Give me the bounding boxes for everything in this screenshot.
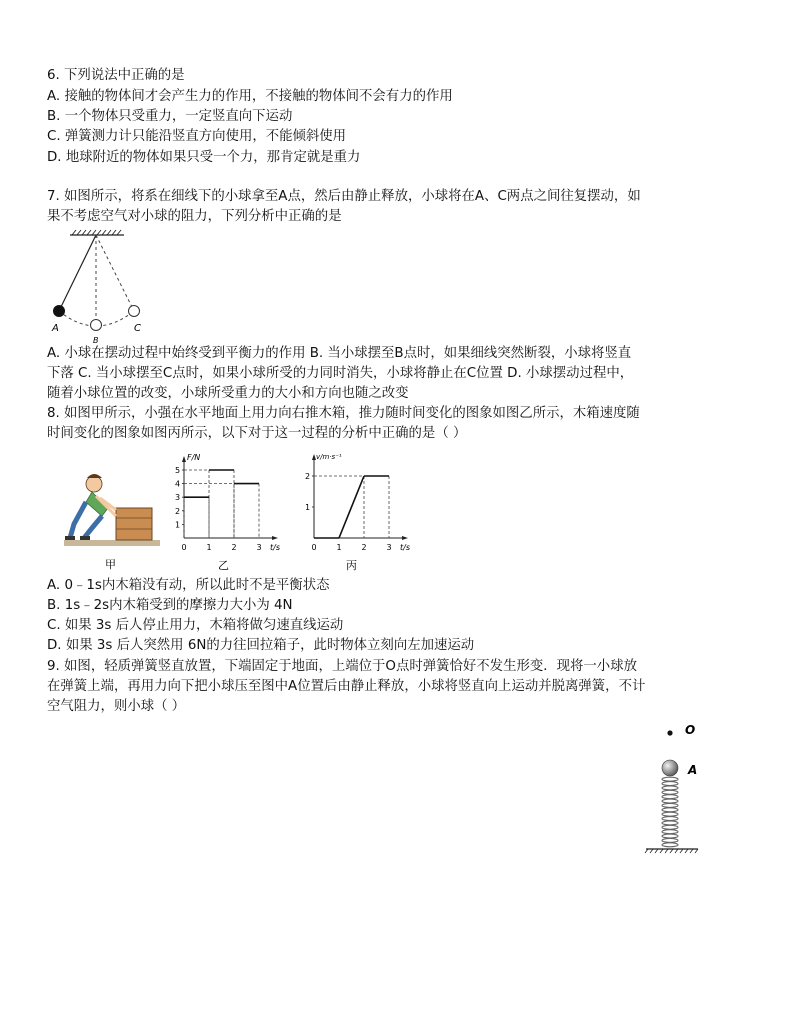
spring-coil bbox=[662, 812, 678, 816]
q7-options-line-1: A. 小球在摆动过程中始终受到平衡力的作用 B. 当小球摆至B点时，如果细线突然断裂，小球将竖直 bbox=[47, 346, 632, 361]
y-tick-label: 5 bbox=[175, 466, 181, 475]
spring-coil bbox=[662, 795, 678, 799]
x-tick-label: 3 bbox=[386, 543, 392, 552]
q7-options-line-2: 下落 C. 当小球摆至C点时，如果小球所受的力同时消失，小球将静止在C位置 D. 小球摆动过程中， bbox=[47, 366, 634, 381]
spring-coil bbox=[662, 786, 678, 790]
y-tick-label: 2 bbox=[175, 506, 181, 516]
y-tick-label: 3 bbox=[175, 493, 181, 503]
spring-coil bbox=[662, 808, 678, 812]
spring-coil bbox=[662, 830, 678, 834]
label-o: O bbox=[685, 723, 696, 737]
x-tick-label: 0 bbox=[181, 543, 187, 552]
q8-option-d: D. 如果 3s 后人突然用 6N的力往回拉箱子，此时物体立刻向左加速运动 bbox=[47, 638, 475, 653]
label-a: A bbox=[688, 763, 698, 777]
spring-coil bbox=[662, 790, 678, 794]
y-axis-label: F/N bbox=[187, 453, 201, 462]
spring-coil bbox=[662, 821, 678, 825]
pendulum-figure bbox=[44, 229, 164, 347]
y-tick-label: 1 bbox=[305, 503, 311, 512]
q8-option-a: A. 0﹣1s内木箱没有动，所以此时不是平衡状态 bbox=[47, 578, 330, 593]
label-a: A bbox=[52, 323, 59, 334]
label-c: C bbox=[134, 323, 141, 334]
ball-c bbox=[129, 306, 140, 317]
spring-coil bbox=[662, 825, 678, 829]
point-o bbox=[667, 730, 672, 735]
series-segment bbox=[339, 476, 364, 538]
spring-coil bbox=[662, 838, 678, 842]
q9-stem-line-1: 9. 如图，轻质弹簧竖直放置，下端固定于地面，上端位于O点时弹簧恰好不发生形变．现将一小球放 bbox=[47, 659, 637, 674]
velocity-time-graph bbox=[296, 448, 416, 574]
ball bbox=[662, 760, 678, 776]
q6-option-d: D. 地球附近的物体如果只受一个力，那肯定就是重力 bbox=[47, 150, 361, 165]
x-axis-label: t/s bbox=[270, 543, 280, 552]
wooden-box bbox=[116, 508, 152, 540]
spring-coil bbox=[662, 799, 678, 803]
q8-stem-line-1: 8. 如图甲所示，小强在水平地面上用力向右推木箱，推力随时间变化的图象如图乙所示，木箱速度随 bbox=[47, 406, 640, 421]
q6-option-b: B. 一个物体只受重力，一定竖直向下运动 bbox=[47, 109, 293, 124]
q9-stem-line-3: 空气阻力，则小球（ ） bbox=[47, 699, 186, 714]
x-tick-label: 3 bbox=[256, 543, 262, 552]
q8-stem-line-2: 时间变化的图象如图丙所示，以下对于这一过程的分析中正确的是（ ） bbox=[47, 426, 467, 441]
q7-options-line-3: 随着小球位置的改变，小球所受重力的大小和方向也随之改变 bbox=[47, 386, 409, 401]
spring-coil bbox=[662, 777, 678, 781]
y-tick-label: 2 bbox=[305, 472, 311, 481]
fig-label-bing: 丙 bbox=[346, 559, 357, 572]
q6-option-a: A. 接触的物体间才会产生力的作用，不接触的物体间不会有力的作用 bbox=[47, 89, 453, 104]
x-tick-label: 2 bbox=[231, 543, 237, 552]
label-b: B bbox=[93, 336, 99, 345]
x-tick-label: 1 bbox=[336, 543, 342, 552]
spring-coil bbox=[662, 817, 678, 821]
spring-coil bbox=[662, 803, 678, 807]
q6-option-c: C. 弹簧测力计只能沿竖直方向使用，不能倾斜使用 bbox=[47, 129, 347, 144]
force-time-graph bbox=[166, 448, 286, 574]
y-tick-label: 4 bbox=[175, 479, 181, 489]
y-tick-label: 1 bbox=[175, 520, 181, 530]
x-tick-label: 0 bbox=[311, 543, 317, 552]
spring-coil bbox=[662, 843, 678, 847]
fig-label-jia: 甲 bbox=[105, 558, 116, 571]
spring-coil bbox=[662, 834, 678, 838]
ball-b bbox=[91, 320, 102, 331]
q8-option-c: C. 如果 3s 后人停止用力，木箱将做匀速直线运动 bbox=[47, 618, 344, 633]
q7-stem-line-2: 果不考虑空气对小球的阻力，下列分析中正确的是 bbox=[47, 209, 342, 224]
x-tick-label: 2 bbox=[361, 543, 367, 552]
boy bbox=[65, 474, 116, 540]
q7-stem-line-1: 7. 如图所示，将系在细线下的小球拿至A点，然后由静止释放，小球将在A、C两点之间往复摆动，如 bbox=[47, 189, 641, 204]
spring bbox=[662, 777, 678, 847]
y-axis-label: v/m·s⁻¹ bbox=[316, 453, 342, 461]
q9-stem-line-2: 在弹簧上端，再用力向下把小球压至图中A位置后由静止释放，小球将竖直向上运动并脱离弹簧，不计 bbox=[47, 679, 646, 694]
q8-option-b: B. 1s﹣2s内木箱受到的摩擦力大小为 4N bbox=[47, 598, 293, 613]
ball-a bbox=[53, 305, 65, 317]
boy-pushing-box-figure bbox=[62, 464, 162, 574]
x-axis-label: t/s bbox=[400, 543, 410, 552]
q6-stem: 6. 下列说法中正确的是 bbox=[47, 68, 185, 83]
spring-ball-figure bbox=[640, 716, 710, 856]
fig-label-yi: 乙 bbox=[218, 559, 229, 572]
spring-coil bbox=[662, 782, 678, 786]
x-tick-label: 1 bbox=[206, 543, 212, 552]
